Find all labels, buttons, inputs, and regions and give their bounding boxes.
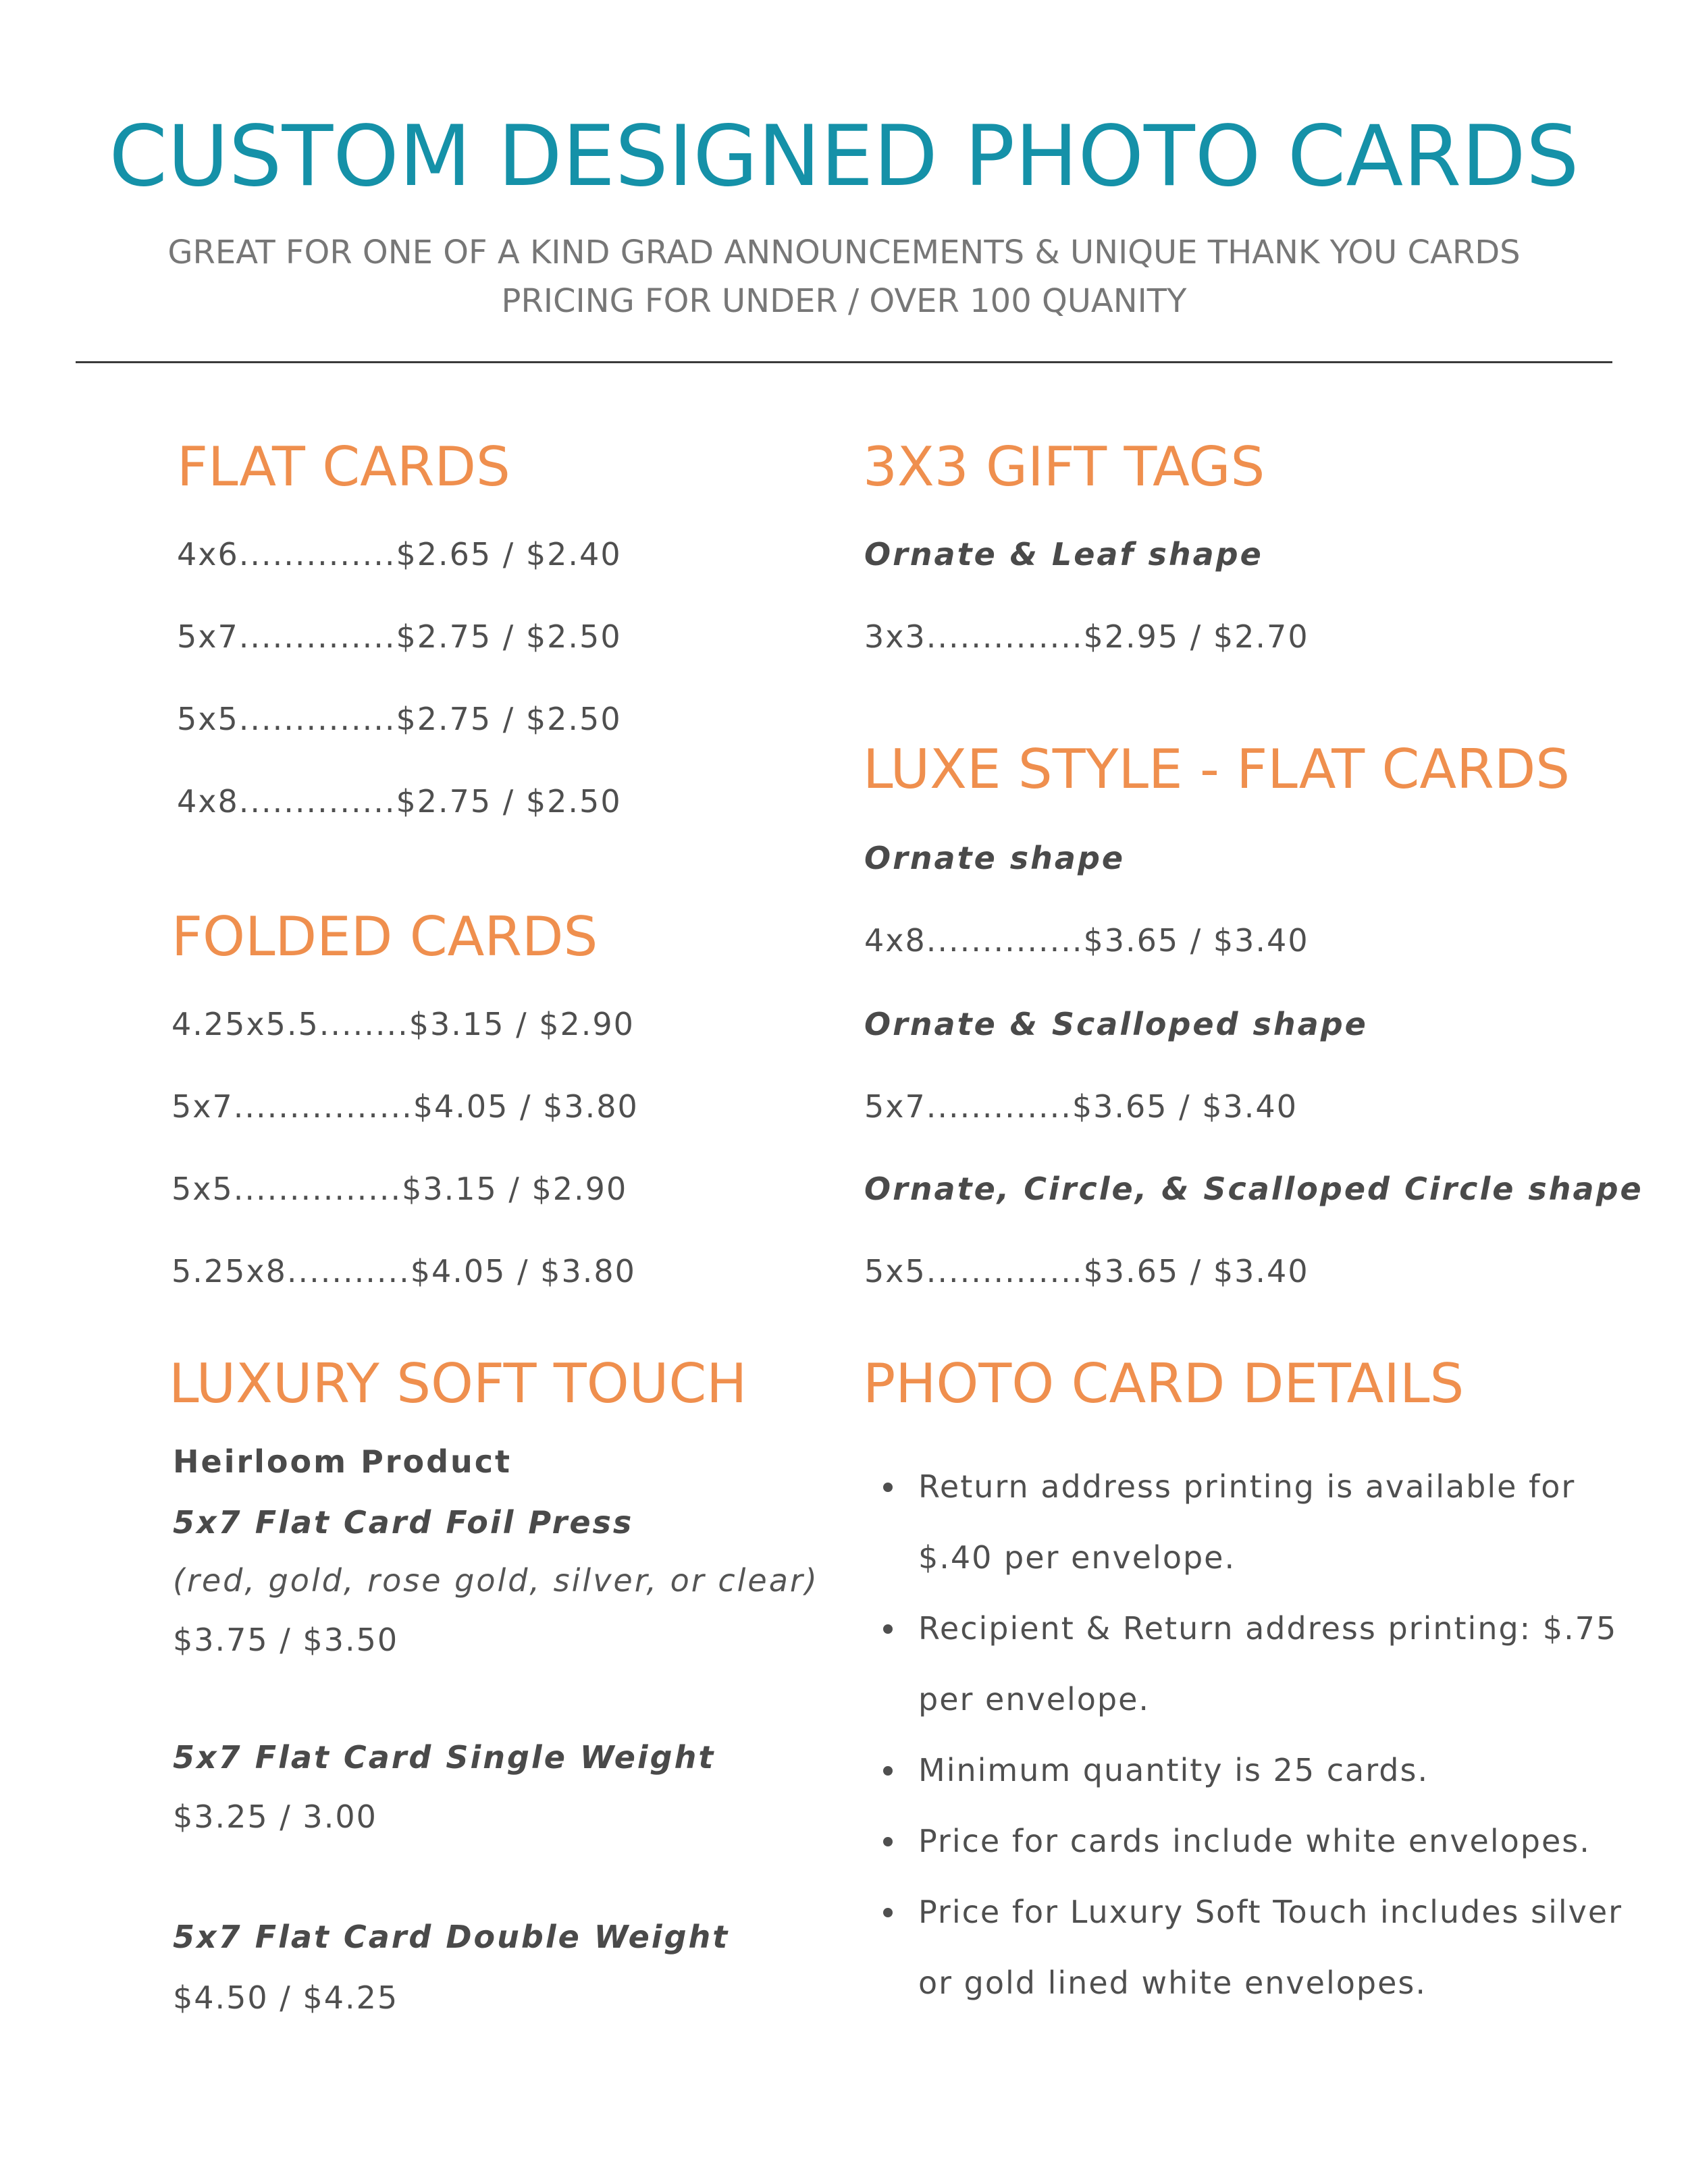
- double-weight-price: $4.50 / $4.25: [173, 1979, 399, 2016]
- details-text: or gold lined white envelopes.: [918, 1965, 1427, 2001]
- bullet-icon: [883, 1837, 893, 1846]
- details-text: Price for cards include white envelopes.: [918, 1823, 1591, 1859]
- folded-card-price: 5x7................$4.05 / $3.80: [172, 1088, 639, 1125]
- folded-card-price: 5x5...............$3.15 / $2.90: [172, 1171, 628, 1207]
- flat-cards-heading: FLAT CARDS: [177, 435, 510, 498]
- luxury-soft-touch-heading: LUXURY SOFT TOUCH: [169, 1352, 747, 1415]
- pricing-note: PRICING FOR UNDER / OVER 100 QUANITY: [501, 282, 1187, 320]
- bullet-icon: [883, 1766, 893, 1776]
- details-item: [871, 1806, 1634, 1877]
- luxe-shape-label: Ornate, Circle, & Scalloped Circle shape: [864, 1171, 1643, 1207]
- luxe-price: 4x8..............$3.65 / $3.40: [864, 922, 1309, 959]
- bullet-icon: [883, 1908, 893, 1917]
- single-weight-price: $3.25 / 3.00: [173, 1799, 377, 1835]
- folded-card-price: 5.25x8...........$4.05 / $3.80: [172, 1253, 636, 1289]
- gift-tags-heading: 3X3 GIFT TAGS: [863, 435, 1265, 498]
- flat-card-price: 5x7..............$2.75 / $2.50: [177, 618, 622, 655]
- flat-card-price: 4x8..............$2.75 / $2.50: [177, 783, 622, 820]
- heirloom-label: Heirloom Product: [173, 1443, 512, 1480]
- double-weight-label: 5x7 Flat Card Double Weight: [173, 1919, 730, 1955]
- details-list: [871, 1451, 1634, 2019]
- flat-card-price: 4x6..............$2.65 / $2.40: [177, 536, 622, 572]
- bullet-icon: [883, 1483, 893, 1492]
- details-item-continued: [871, 1664, 1634, 1735]
- details-text: Return address printing is available for: [918, 1468, 1576, 1505]
- foil-press-label: 5x7 Flat Card Foil Press: [173, 1504, 634, 1541]
- folded-cards-heading: FOLDED CARDS: [172, 905, 598, 968]
- page-title: CUSTOM DESIGNED PHOTO CARDS: [109, 108, 1579, 205]
- details-text: $.40 per envelope.: [918, 1539, 1236, 1576]
- details-item: [871, 1451, 1634, 1522]
- details-item-continued: [871, 1948, 1634, 2019]
- flat-card-price: 5x5..............$2.75 / $2.50: [177, 701, 622, 737]
- details-item: [871, 1735, 1634, 1806]
- foil-colors-note: (red, gold, rose gold, silver, or clear): [173, 1562, 819, 1599]
- details-item: [871, 1877, 1634, 1948]
- subtitle: GREAT FOR ONE OF A KIND GRAD ANNOUNCEMENTS & UNIQUE THANK YOU CARDS: [167, 234, 1521, 271]
- luxe-price: 5x5..............$3.65 / $3.40: [864, 1253, 1309, 1289]
- details-text: Minimum quantity is 25 cards.: [918, 1752, 1429, 1788]
- gift-tag-shape-label: Ornate & Leaf shape: [864, 536, 1263, 572]
- gift-tag-price: 3x3..............$2.95 / $2.70: [864, 618, 1309, 655]
- luxe-price: 5x7.............$3.65 / $3.40: [864, 1088, 1298, 1125]
- bullet-icon: [883, 1624, 893, 1634]
- luxe-style-heading: LUXE STYLE - FLAT CARDS: [863, 738, 1571, 801]
- single-weight-label: 5x7 Flat Card Single Weight: [173, 1739, 716, 1776]
- details-text: per envelope.: [918, 1681, 1151, 1717]
- foil-press-price: $3.75 / $3.50: [173, 1622, 399, 1658]
- details-text: Recipient & Return address printing: $.75: [918, 1610, 1618, 1647]
- folded-card-price: 4.25x5.5........$3.15 / $2.90: [172, 1006, 635, 1042]
- luxe-shape-label: Ornate shape: [864, 840, 1126, 876]
- luxe-shape-label: Ornate & Scalloped shape: [864, 1006, 1368, 1042]
- photo-card-details-heading: PHOTO CARD DETAILS: [863, 1352, 1465, 1415]
- details-item-continued: [871, 1522, 1634, 1593]
- details-text: Price for Luxury Soft Touch includes silver: [918, 1894, 1623, 1930]
- divider: [76, 361, 1612, 363]
- details-item: [871, 1593, 1634, 1664]
